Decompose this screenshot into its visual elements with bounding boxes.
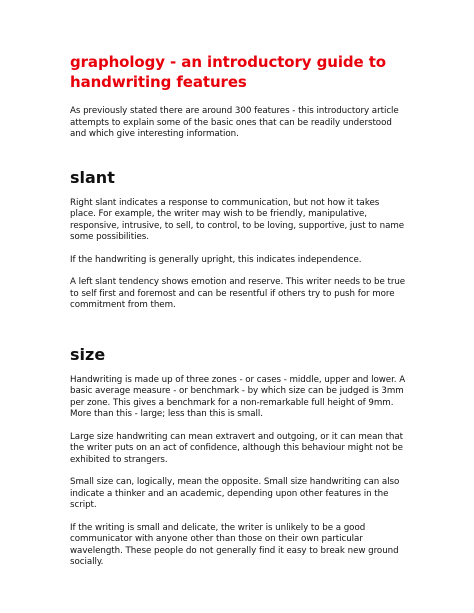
document-title: graphology - an introductory guide to handwriting features — [70, 53, 386, 91]
document-page — [70, 52, 406, 580]
intro-paragraph: As previously stated there are around 300 features - this introductory article attempts to explain some of the basic ones that can be readily understood and which give interesting information. — [70, 106, 399, 139]
size-paragraph-2: Large size handwriting can mean extravert and outgoing, or it can mean that the writer puts on an act of confidence, although this behaviour might not be exhibited to strangers. — [70, 431, 403, 465]
size-paragraph-4: If the writing is small and delicate, the writer is unlikely to be a good communicator with anyone other than those on their own particular wavelength. These people do not generally find it easy to break new ground socially. — [70, 522, 399, 567]
section-size — [70, 345, 406, 569]
section-heading-size: size — [70, 344, 106, 364]
slant-paragraph-1: Right slant indicates a response to communication, but not how it takes place. For example, the writer may wish to be friendly, manipulative, responsive, intrusive, to sell, to control, to be loving, supportive, just to name some possibilities. — [70, 197, 405, 242]
slant-paragraph-3: A left slant tendency shows emotion and reserve. This writer needs to be true to self first and foremost and can be resentful if others try to push for more commitment from them. — [70, 277, 406, 310]
slant-paragraph-2: If the handwriting is generally upright, this indicates independence. — [70, 254, 362, 265]
spacer — [70, 152, 406, 168]
size-paragraph-1: Handwriting is made up of three zones - or cases - middle, upper and lower. A basic average measure - or benchmark - by which size can be judged is 3mm per zone. This gives a benchmark for a non-remarkable full height of 9mm. More than this - large; less than this is small. — [70, 374, 406, 419]
spacer — [70, 323, 406, 345]
section-heading-slant: slant — [70, 167, 115, 187]
section-slant — [70, 168, 406, 312]
size-paragraph-3: Small size can, logically, mean the opposite. Small size handwriting can also indicate a thinker and an academic, depending upon other features in the script. — [70, 477, 400, 510]
